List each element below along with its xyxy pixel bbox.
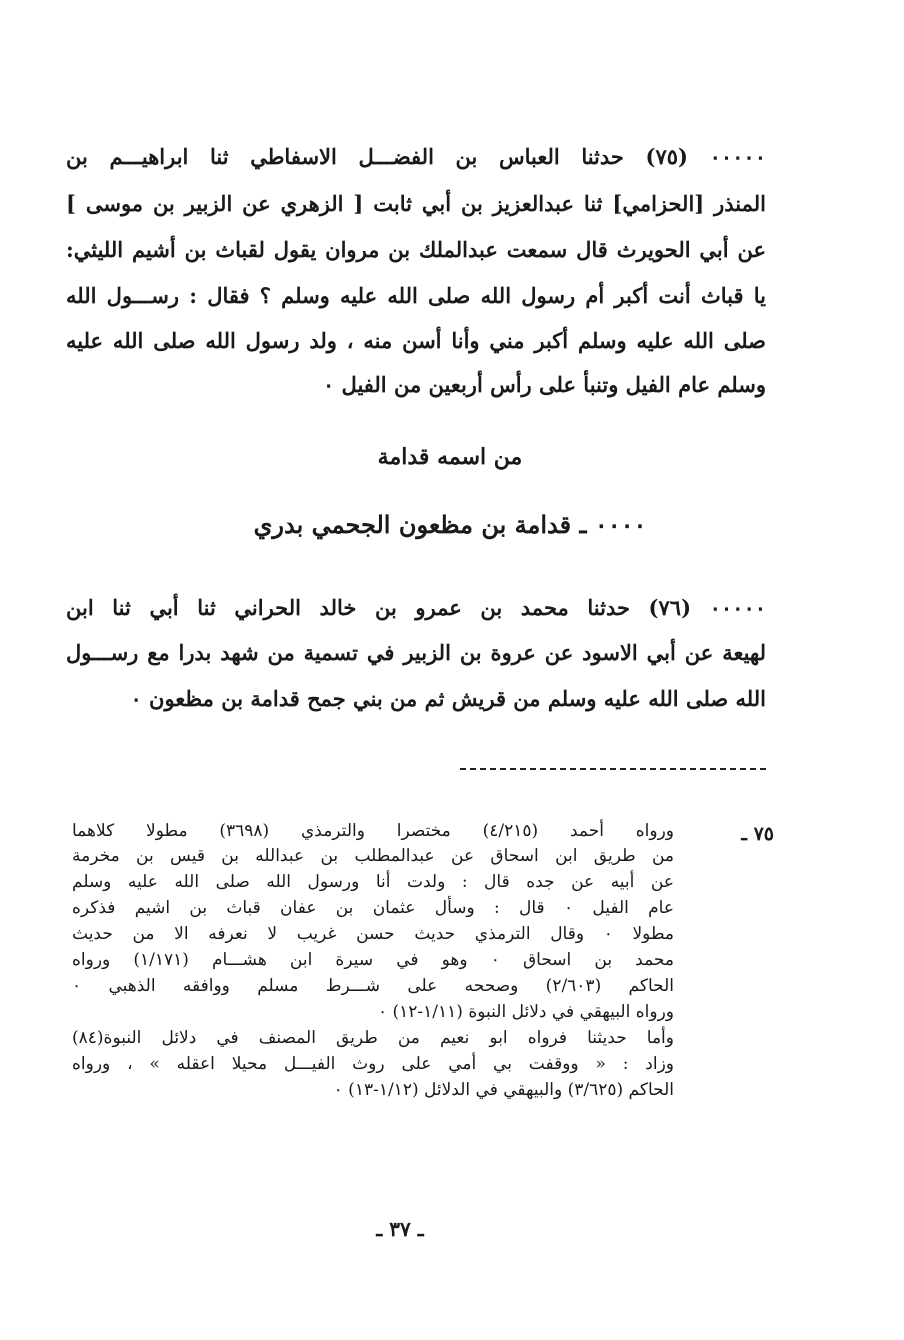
text-line: ٠٠٠٠٠ (٧٥) حدثنا العباس بن الفضـــل الاسفاطي ثنا ابراهيـــم بن — [66, 144, 766, 169]
footnote-line: عام الفيل ٠ قال : وسأل عثمان بن عفان قباث بن اشيم فذكره — [72, 898, 674, 918]
footnote-line: وزاد : « ووقفت بي أمي على روث الفيـــل محيلا اعقله » ، ورواه — [72, 1054, 674, 1074]
page-number: ـ ٣٧ ـ — [376, 1217, 424, 1241]
text-line: عن أبي الحويرث قال سمعت عبدالملك بن مروان يقول لقباث بن أشيم الليثي: — [66, 237, 766, 262]
footnote-line: ورواه أحمد (٤/٢١٥) مختصرا والترمذي (٣٦٩٨) مطولا كلاهما — [72, 821, 674, 841]
footnote-line: وأما حديثنا فرواه ابو نعيم من طريق المصنف في دلائل النبوة(٨٤) — [72, 1028, 674, 1048]
text-line: وسلم عام الفيل وتنبأ على رأس أربعين من الفيل ٠ — [322, 372, 766, 397]
footnote-line: الحاكم (٣/٦٢٥) والبيهقي في الدلائل (١/١٢-١٣) ٠ — [333, 1080, 674, 1100]
text-line: ٠٠٠٠٠ (٧٦) حدثنا محمد بن عمرو بن خالد الحراني ثنا أبي ثنا ابن — [66, 595, 767, 620]
text-line: الله صلى الله عليه وسلم من قريش ثم من بني جمح قدامة بن مظعون ٠ — [130, 686, 766, 711]
subsection-heading: ٠٠٠٠ ـ قدامة بن مظعون الجحمي بدري — [253, 510, 647, 539]
footnote-divider — [460, 768, 766, 770]
text-line: المنذر [الحزامي] ثنا عبدالعزيز بن أبي ثابت [ الزهري عن الزبير بن موسى ] — [66, 191, 766, 216]
footnote-line: من طريق ابن اسحاق عن عبدالمطلب بن عبدالله بن قيس بن مخرمة — [72, 846, 674, 866]
text-line: لهيعة عن أبي الاسود عن عروة بن الزبير في تسمية من شهد بدرا مع رســـول — [66, 640, 766, 665]
footnote-line: ورواه البيهقي في دلائل النبوة (١/١١-١٢) ٠ — [377, 1002, 674, 1022]
section-heading: من اسمه قدامة — [377, 444, 523, 470]
footnote-number: ٧٥ ـ — [741, 823, 774, 845]
text-line: يا قباث أنت أكبر أم رسول الله صلى الله عليه وسلم ؟ فقال : رســـول الله — [66, 283, 766, 308]
footnote-line: مطولا ٠ وقال الترمذي حديث حسن غريب لا نعرفه الا من حديث — [72, 924, 675, 944]
footnote-line: الحاكم (٢/٦٠٣) وصححه على شـــرط مسلم ووافقه الذهبي ٠ — [72, 976, 675, 996]
footnote-line: محمد بن اسحاق ٠ وهو في سيرة ابن هشـــام (١/١٧١) ورواه — [72, 950, 675, 970]
footnote-line: عن أبيه عن جده قال : ولدت أنا ورسول الله صلى الله عليه وسلم — [72, 872, 674, 892]
text-line: صلى الله عليه وسلم أكبر مني وأنا أسن منه ، ولد رسول الله صلى الله عليه — [66, 328, 766, 353]
